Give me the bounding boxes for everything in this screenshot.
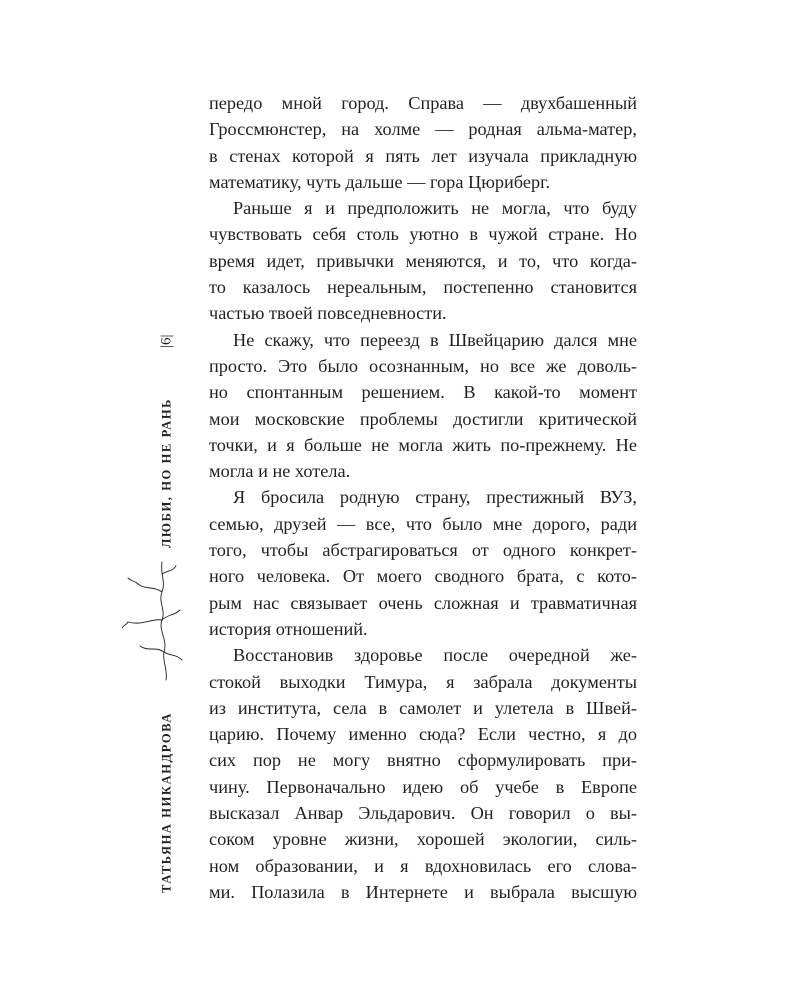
text-line: точки, и я больше не могла жить по-прежнему. Не [209,434,637,455]
text-line: ного человека. От моего сводного брата, с кото- [209,566,637,587]
text-line: время идет, привычки меняются, и то, что когда- [209,250,637,271]
text-line: математику, чуть дальше — гора Цюриберг. [209,171,551,192]
text-line: история отношений. [209,618,368,639]
page-number: |6| [158,334,175,348]
text-line: сих пор не могу внятно сформулировать при- [209,750,637,771]
text-line: Раньше я и предположить не могла, что буду [233,198,637,219]
text-line: того, чтобы абстрагироваться от одного конкрет- [209,540,637,561]
text-line: царию. Почему именно сюда? Если честно, я до [209,724,637,745]
book-title: ЛЮБИ, НО НЕ РАНЬ [159,397,174,549]
text-line: в стенах которой я пять лет изучала прикладную [209,145,637,166]
text-line: Восстановив здоровье после очередной же- [233,645,637,666]
text-line: Не скажу, что переезд в Швейцарию дался мне [233,329,637,350]
text-line: ми. Полазила в Интернете и выбрала высшую [209,881,637,902]
text-line: мои московские проблемы достигли критической [209,408,637,429]
text-line: чувствовать себя столь уютно в чужой стране. Но [209,224,637,245]
text-line: высказал Анвар Эльдарович. Он говорил о вы- [209,803,637,824]
text-line: стокой выходки Тимура, я забрала документы [209,671,637,692]
body-text [209,90,637,905]
text-line: частью твоей повседневности. [209,303,447,324]
text-line: семью, друзей — все, что было мне дорого, ради [209,513,637,534]
text-line: могла и не хотела. [209,461,351,482]
text-line: Гроссмюнстер, на холме — родная альма-матер, [209,119,637,140]
text-line: чину. Первоначально идею об учебе в Европе [209,776,637,797]
text-line: но спонтанным решением. В какой-то момент [209,382,637,403]
text-line: из института, села в самолет и улетела в Швей- [209,697,637,718]
text-line: ном образовании, и я вдохновилась его слова- [209,855,637,876]
text-line: Я бросила родную страну, престижный ВУЗ, [233,487,637,508]
text-line: то казалось нереальным, постепенно становится [209,277,637,298]
branch-ornament-icon [122,560,184,682]
text-line: просто. Это было осознанным, но все же доволь- [209,355,637,376]
text-line: передо мной город. Справа — двухбашенный [209,93,637,113]
text-line: рым нас связывает очень сложная и травматичная [209,592,637,613]
author-name: ТАТЬЯНА НИКАНДРОВА [159,711,174,893]
text-line: соком уровне жизни, хорошей экологии, силь- [209,829,637,850]
